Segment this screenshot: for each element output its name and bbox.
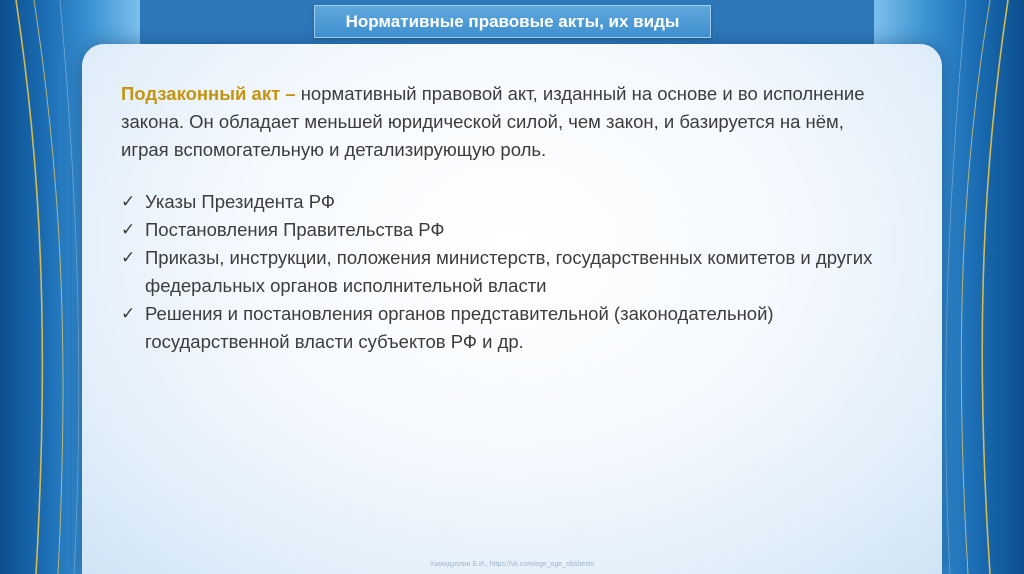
definition-text: нормативный правовой акт, изданный на основе и во исполнение закона. Он обладает меньшей юридической силой, чем закон, и базируется на нём, играя вспомогательную и детализирующую роль.: [121, 83, 865, 160]
list-item-text: Решения и постановления органов представительной (законодательной) государственной власти субъектов РФ и др.: [145, 303, 774, 352]
list-item-text: Постановления Правительства РФ: [145, 219, 445, 240]
list-item: [121, 244, 881, 300]
definition-paragraph: [121, 80, 881, 164]
acts-list: [121, 188, 881, 356]
title-bar: [314, 5, 711, 38]
checkmark-icon: ✓: [121, 248, 136, 268]
list-item: [121, 300, 881, 356]
footer-credit: Хамидуллин Б.И., https://vk.com/ege_oge_obshestv: [429, 561, 595, 568]
checkmark-icon: ✓: [121, 304, 136, 324]
slide-content: [121, 80, 881, 356]
list-item: [121, 216, 881, 244]
slide-title: Нормативные правовые акты, их виды: [345, 11, 680, 31]
checkmark-icon: ✓: [121, 220, 136, 240]
definition-term: Подзаконный акт –: [121, 83, 296, 104]
list-item: [121, 188, 881, 216]
list-item-text: Указы Президента РФ: [145, 191, 335, 212]
checkmark-icon: ✓: [121, 192, 136, 212]
list-item-text: Приказы, инструкции, положения министерств, государственных комитетов и других федеральных органов исполнительной власти: [145, 247, 873, 296]
